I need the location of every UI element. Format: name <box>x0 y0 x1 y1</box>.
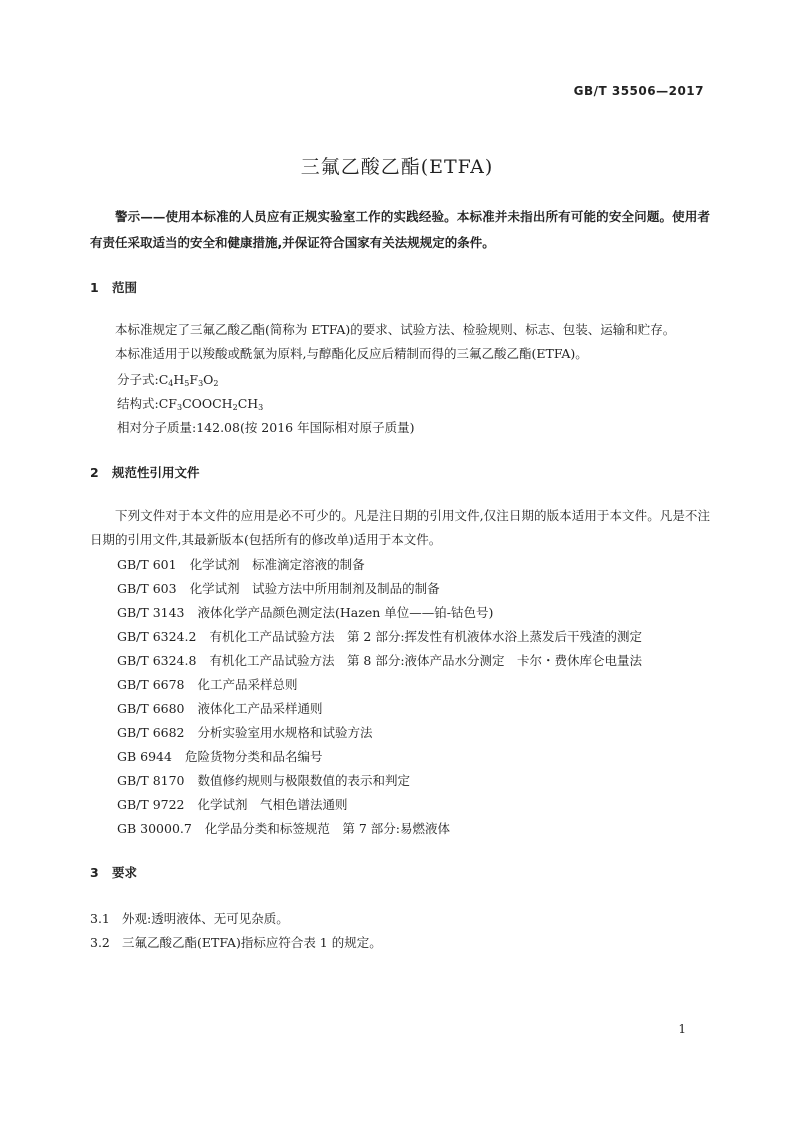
section-number: 1 <box>90 280 99 295</box>
requirement-item <box>90 909 289 927</box>
reference-item <box>117 747 322 765</box>
reference-code: GB/T 6678 <box>117 677 185 692</box>
section-3-heading <box>90 863 137 881</box>
section-title: 规范性引用文件 <box>112 465 200 480</box>
formula-subscript: 5 <box>184 379 190 388</box>
reference-code: GB/T 6324.2 <box>117 629 197 644</box>
reference-title: 危险货物分类和品名编号 <box>184 749 323 764</box>
structure-part: COOCH <box>182 396 233 411</box>
clause-number: 3.2 <box>90 935 110 950</box>
reference-title: 分析实验室用水规格和试验方法 <box>197 725 373 740</box>
formula-subscript: 4 <box>168 379 174 388</box>
clause-number: 3.1 <box>90 911 110 926</box>
section-1-heading <box>90 278 137 296</box>
formula-part: C <box>158 372 169 387</box>
reference-item <box>117 699 323 717</box>
reference-item <box>117 651 642 669</box>
reference-item <box>117 555 365 573</box>
structure-subscript: 3 <box>258 403 264 412</box>
reference-item <box>117 603 493 621</box>
clause-text: 三氟乙酸乙酯(ETFA)指标应符合表 1 的规定。 <box>122 935 382 950</box>
standard-number: GB/T 35506—2017 <box>573 84 704 98</box>
reference-code: GB/T 603 <box>117 581 177 596</box>
formula-part: F <box>189 372 199 387</box>
reference-code: GB/T 6680 <box>117 701 185 716</box>
reference-item <box>117 627 642 645</box>
scope-paragraph-1: 本标准规定了三氟乙酸乙酯(简称为 ETFA)的要求、试验方法、检验规则、标志、包装、运输和贮存。 <box>115 322 676 337</box>
warning-paragraph: 警示——使用本标准的人员应有正规实验室工作的实践经验。本标准并未指出所有可能的安全问题。使用者有责任采取适当的安全和健康措施,并保证符合国家有关法规规定的条件。 <box>90 209 710 250</box>
page-number: 1 <box>678 1022 686 1036</box>
structure-part: CH <box>237 396 259 411</box>
reference-code: GB/T 3143 <box>117 605 185 620</box>
formula-part: H <box>173 372 185 387</box>
reference-title: 化学试剂 试验方法中所用制剂及制品的制备 <box>189 581 440 596</box>
section-title: 要求 <box>112 865 138 880</box>
structure-part: CF <box>158 396 177 411</box>
reference-item <box>117 819 450 837</box>
relative-molecular-mass: 相对分子质量:142.08(按 2016 年国际相对原子质量) <box>117 420 415 435</box>
reference-title: 化学品分类和标签规范 第 7 部分:易燃液体 <box>204 821 450 836</box>
structure-subscript: 3 <box>176 403 183 412</box>
reference-code: GB 30000.7 <box>117 821 192 836</box>
reference-code: GB 6944 <box>117 749 172 764</box>
reference-title: 化学试剂 标准滴定溶液的制备 <box>189 557 365 572</box>
formula-subscript: 3 <box>198 379 204 388</box>
formula-part: O <box>203 372 214 387</box>
reference-code: GB/T 601 <box>117 557 177 572</box>
section-2-heading <box>90 463 200 481</box>
formula-subscript: 2 <box>213 379 219 388</box>
requirement-item <box>90 933 382 951</box>
reference-code: GB/T 9722 <box>117 797 185 812</box>
reference-item <box>117 723 373 741</box>
clause-text: 外观:透明液体、无可见杂质。 <box>122 911 289 926</box>
section-number: 2 <box>90 465 99 480</box>
reference-code: GB/T 6324.8 <box>117 653 197 668</box>
scope-paragraph-2: 本标准适用于以羧酸或酰氯为原料,与醇酯化反应后精制而得的三氟乙酸乙酯(ETFA)。 <box>115 346 588 361</box>
reference-title: 有机化工产品试验方法 第 2 部分:挥发性有机液体水浴上蒸发后干残渣的测定 <box>209 629 643 644</box>
structural-formula <box>117 394 263 412</box>
reference-title: 液体化学产品颜色测定法(Hazen 单位——铂-钴色号) <box>197 605 494 620</box>
document-title: 三氟乙酸乙酯(ETFA) <box>300 156 494 178</box>
reference-title: 液体化工产品采样通则 <box>197 701 323 716</box>
reference-code: GB/T 8170 <box>117 773 185 788</box>
molecular-formula <box>117 370 219 388</box>
section-number: 3 <box>90 865 99 880</box>
reference-item <box>117 675 298 693</box>
reference-code: GB/T 6682 <box>117 725 185 740</box>
formula-label: 分子式: <box>117 372 159 387</box>
structure-subscript: 2 <box>232 403 238 412</box>
structure-label: 结构式: <box>117 396 159 411</box>
reference-title: 化工产品采样总则 <box>197 677 298 692</box>
reference-title: 有机化工产品试验方法 第 8 部分:液体产品水分测定 卡尔・费休库仑电量法 <box>209 653 643 668</box>
reference-title: 数值修约规则与极限数值的表示和判定 <box>197 773 411 788</box>
reference-title: 化学试剂 气相色谱法通则 <box>197 797 348 812</box>
reference-item <box>117 771 410 789</box>
references-intro: 下列文件对于本文件的应用是必不可少的。凡是注日期的引用文件,仅注日期的版本适用于本文件。凡是不注日期的引用文件,其最新版本(包括所有的修改单)适用于本文件。 <box>90 508 710 547</box>
section-title: 范围 <box>112 280 138 295</box>
reference-item <box>117 579 440 597</box>
reference-item <box>117 795 348 813</box>
